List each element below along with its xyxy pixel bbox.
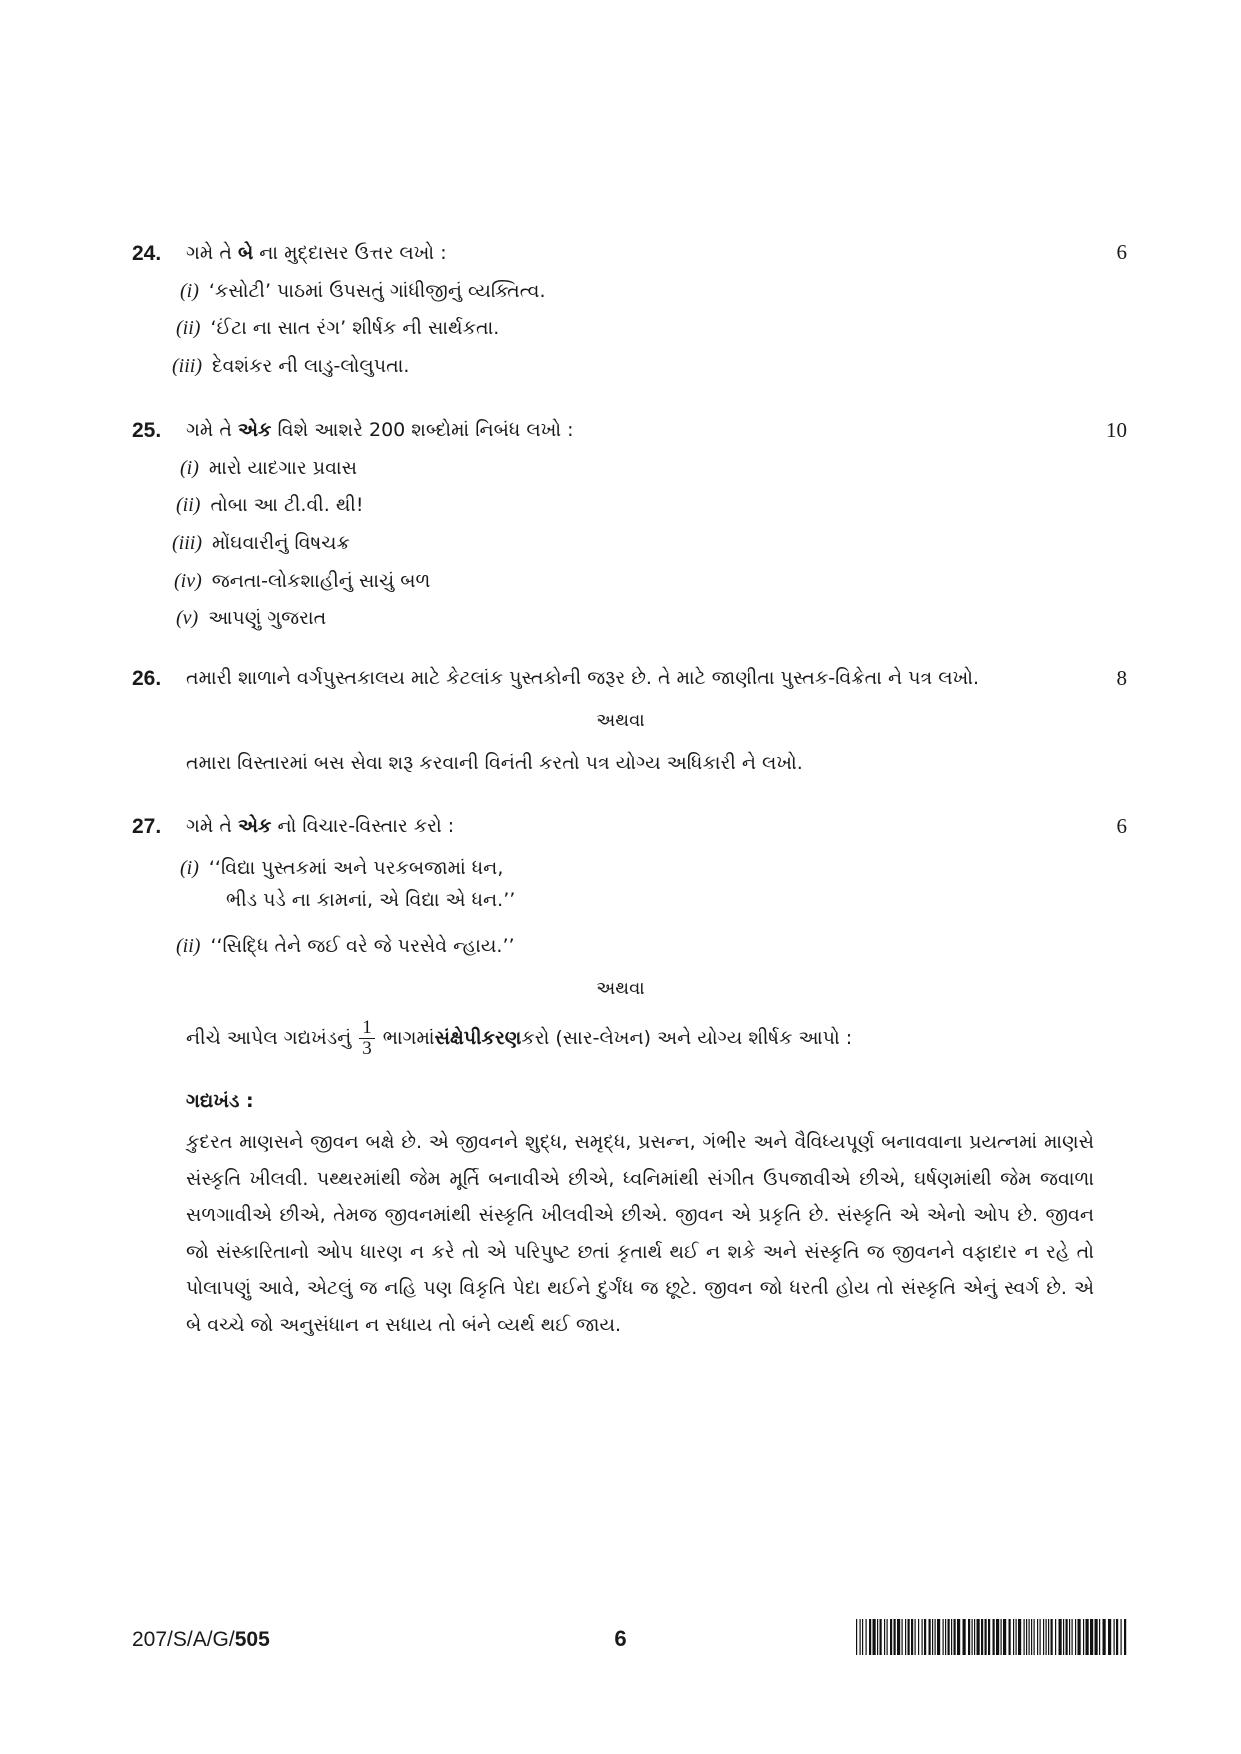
option-item: (i) ‘કસોટી’ પાઠમાં ઉપસતું ગાંધીજીનું વ્યક્તિત્વ. bbox=[180, 280, 546, 302]
marks: 8 bbox=[1116, 666, 1127, 690]
option-item: (iii) મોંઘવારીનું વિષચક્ર bbox=[172, 532, 350, 554]
question-number: 25. bbox=[132, 419, 162, 442]
passage-heading: ગદ્યખંડ : bbox=[186, 1090, 254, 1112]
option-item: (ii) ‘ઈંટા ના સાત રંગ’ શીર્ષક ની સાર્થકતા. bbox=[176, 317, 500, 339]
question-number: 24. bbox=[132, 242, 162, 265]
barcode-icon bbox=[856, 1619, 1128, 1655]
option-item: (i) ‘‘વિદ્યા પુસ્તકમાં અને પરકબજામાં ધન, bbox=[180, 857, 504, 879]
question-number: 26. bbox=[132, 667, 162, 690]
question-number: 27. bbox=[132, 815, 162, 838]
marks: 6 bbox=[1116, 240, 1127, 264]
fraction-one-third: $\frac{1}{3}$ bbox=[359, 1018, 375, 1059]
or-separator: અથવા bbox=[596, 978, 645, 999]
option-item: (v) આપણું ગુજરાત bbox=[176, 607, 327, 629]
option-item: (iii) દેવશંકર ની લાડુ-લોલુપતા. bbox=[172, 355, 410, 377]
option-item: (i) મારો યાદગાર પ્રવાસ bbox=[180, 457, 358, 479]
alternative-question-text: તમારા વિસ્તારમાં બસ સેવા શરૂ કરવાની વિનંતી કરતો પત્ર યોગ્ય અધિકારી ને લખો. bbox=[186, 752, 803, 774]
page-number: 6 bbox=[614, 1626, 627, 1651]
question-text: ગમે તે એક વિશે આશરે 200 શબ્દોમાં નિબંધ લખો : bbox=[186, 419, 574, 441]
option-item-continuation: ભીડ પડે ના કામનાં, એ વિદ્યા એ ધન.’’ bbox=[226, 889, 516, 911]
question-text: ગમે તે બે ના મુદ્દાસર ઉત્તર લખો : bbox=[186, 242, 447, 264]
or-separator: અથવા bbox=[596, 710, 645, 731]
summary-instruction: નીચે આપેલ ગદ્યખંડનું $\frac{1}{3}$ ભાગમાં સંક્ષેપીકરણ કરો (સાર-લેખન) અને યોગ્ય શીર્ષક આપો : bbox=[186, 1017, 853, 1059]
question-text: ગમે તે એક નો વિચાર-વિસ્તાર કરો : bbox=[186, 815, 455, 837]
option-item: (ii) તોબા આ ટી.વી. થી! bbox=[176, 494, 364, 516]
marks: 6 bbox=[1116, 814, 1127, 838]
question-text: તમારી શાળાને વર્ગપુસ્તકાલય માટે કેટલાંક પુસ્તકોની જરૂર છે. તે માટે જાણીતા પુસ્તક-વિક્રેતા ને પત્ર લખો. bbox=[186, 667, 980, 689]
option-item: (iv) જનતા-લોકશાહીનું સાચું બળ bbox=[174, 570, 431, 592]
passage-text: કુદરત માણસને જીવન બક્ષે છે. એ જીવનને શુદ્ધ, સમૃદ્ધ, પ્રસન્ન, ગંભીર અને વૈવિધ્યપૂર્ણ બનાવવાના પ્રયત્નમાં માણસે સંસ્કૃતિ ખીલવી. પથ્થરમાંથી જેમ મૂર્તિ બનાવીએ છીએ, ધ્વનિમાંથી સંગીત ઉપજાવીએ છીએ, ઘર્ષણમાંથી જેમ જવાળા સળગાવીએ છીએ, તેમજ જીવનમાંથી સંસ્કૃતિ ખીલવીએ છીએ. જીવન એ પ્રકૃતિ છે. સંસ્કૃતિ એ એનો ઓપ છે. જીવન જો સંસ્કારિતાનો ઓપ ધારણ ન કરે તો એ પરિપુષ્ટ છતાં કૃતાર્થ થઈ ન શકે અને સંસ્કૃતિ જ જીવનને વફાદાર ન રહે તો પોલાપણું આવે, એટલું જ નહિ પણ વિકૃતિ પેદા થઈને દુર્ગંધ જ છૂટે. જીવન જો ધરતી હોય તો સંસ્કૃતિ એનું સ્વર્ગ છે. એ બે વચ્ચે જો અનુસંધાન ન સધાય તો બંને વ્યર્થ થઈ જાય. bbox=[186, 1131, 1094, 1336]
marks: 10 bbox=[1106, 418, 1127, 442]
paper-code: 207/S/A/G/505 bbox=[132, 1628, 270, 1651]
option-item: (ii) ‘‘સિદ્ધિ તેને જઈ વરે જે પરસેવે ન્હાય.’’ bbox=[176, 935, 515, 957]
